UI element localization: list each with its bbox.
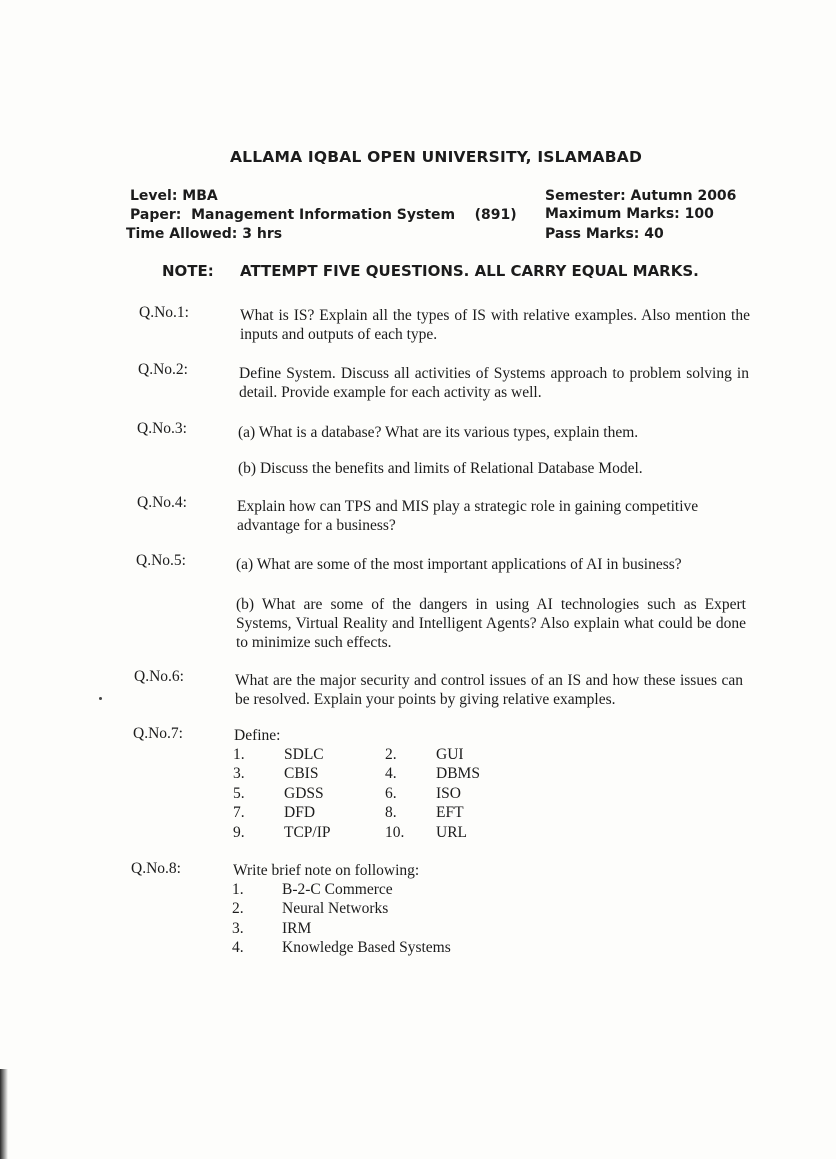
list-item: SDLC bbox=[284, 746, 324, 763]
question-7-right-numbers bbox=[385, 745, 404, 842]
question-1-text: What is IS? Explain all the types of IS with relative examples. Also mention the inputs and outputs of each type. bbox=[240, 307, 750, 343]
question-2-label: Q.No.2: bbox=[138, 361, 188, 378]
list-number: 4. bbox=[385, 765, 397, 783]
pass-marks-line: Pass Marks: 40 bbox=[545, 226, 664, 242]
list-number: 3. bbox=[232, 919, 244, 937]
question-7-intro: Define: bbox=[234, 727, 281, 744]
list-item: IRM bbox=[282, 919, 312, 937]
question-8-label: Q.No.8: bbox=[131, 860, 181, 877]
list-number: 4. bbox=[232, 939, 244, 957]
list-number: 1. bbox=[232, 881, 244, 898]
list-number: 6. bbox=[385, 784, 397, 802]
question-6-text: What are the major security and control issues of an IS and how these issues can be resolved. Explain your points by giving relative examples. bbox=[235, 672, 743, 708]
question-7-right-terms bbox=[436, 745, 480, 842]
list-item: Knowledge Based Systems bbox=[282, 939, 451, 957]
list-number: 2. bbox=[232, 900, 244, 918]
question-2-text: Define System. Discuss all activities of Systems approach to problem solving in detail. Provide example for each activity as well. bbox=[239, 365, 749, 401]
list-item: ISO bbox=[436, 784, 461, 802]
list-item: CBIS bbox=[284, 765, 319, 783]
list-number: 9. bbox=[233, 823, 245, 841]
list-item: GUI bbox=[436, 746, 464, 763]
question-7-label: Q.No.7: bbox=[133, 725, 183, 742]
scan-speck bbox=[99, 697, 102, 700]
question-6-label: Q.No.6: bbox=[134, 668, 184, 685]
list-number: 1. bbox=[233, 746, 245, 763]
list-item: TCP/IP bbox=[284, 823, 331, 841]
question-3-part-a: (a) What is a database? What are its various types, explain them. bbox=[238, 424, 639, 441]
question-5-part-b: (b) What are some of the dangers in using AI technologies such as Expert Systems, Virtual Reality and Intelligent Agents? Also explain what could be done to minimize such effects. bbox=[236, 596, 746, 651]
note-label: NOTE: bbox=[162, 262, 214, 280]
question-1-label: Q.No.1: bbox=[139, 304, 189, 321]
list-item: Neural Networks bbox=[282, 900, 389, 918]
question-8-numbers bbox=[232, 880, 244, 958]
time-allowed-line: Time Allowed: 3 hrs bbox=[126, 226, 283, 242]
list-item: DFD bbox=[284, 804, 316, 822]
question-3-label: Q.No.3: bbox=[137, 420, 187, 437]
list-item: URL bbox=[436, 823, 467, 841]
university-title: ALLAMA IQBAL OPEN UNIVERSITY, ISLAMABAD bbox=[229, 148, 643, 166]
question-4-label: Q.No.4: bbox=[137, 494, 187, 511]
list-item: GDSS bbox=[284, 784, 324, 802]
list-item: EFT bbox=[436, 804, 464, 822]
note-text: ATTEMPT FIVE QUESTIONS. ALL CARRY EQUAL MARKS. bbox=[240, 262, 699, 280]
paper-line: Paper: Management Information System (891) bbox=[130, 207, 517, 223]
list-item: B-2-C Commerce bbox=[282, 881, 393, 898]
semester-line: Semester: Autumn 2006 bbox=[545, 188, 737, 204]
list-number: 7. bbox=[233, 804, 245, 822]
list-item: DBMS bbox=[436, 765, 480, 783]
question-3-part-b: (b) Discuss the benefits and limits of Relational Database Model. bbox=[238, 460, 643, 477]
scan-edge-shadow bbox=[0, 1069, 8, 1159]
list-number: 8. bbox=[385, 804, 397, 822]
question-5-part-a: (a) What are some of the most important applications of AI in business? bbox=[236, 556, 682, 573]
question-7-left-numbers bbox=[233, 745, 245, 842]
question-7-left-terms bbox=[284, 745, 331, 842]
question-5-label: Q.No.5: bbox=[136, 552, 186, 569]
list-number: 5. bbox=[233, 784, 245, 802]
maximum-marks-line: Maximum Marks: 100 bbox=[545, 206, 714, 222]
list-number: 2. bbox=[385, 746, 397, 763]
level-line: Level: MBA bbox=[130, 188, 218, 204]
question-8-terms bbox=[282, 880, 451, 958]
list-number: 3. bbox=[233, 765, 245, 783]
question-8-intro: Write brief note on following: bbox=[233, 862, 420, 879]
question-4-text: Explain how can TPS and MIS play a strategic role in gaining competitive advantage for a business? bbox=[237, 498, 699, 534]
list-number: 10. bbox=[385, 823, 405, 841]
